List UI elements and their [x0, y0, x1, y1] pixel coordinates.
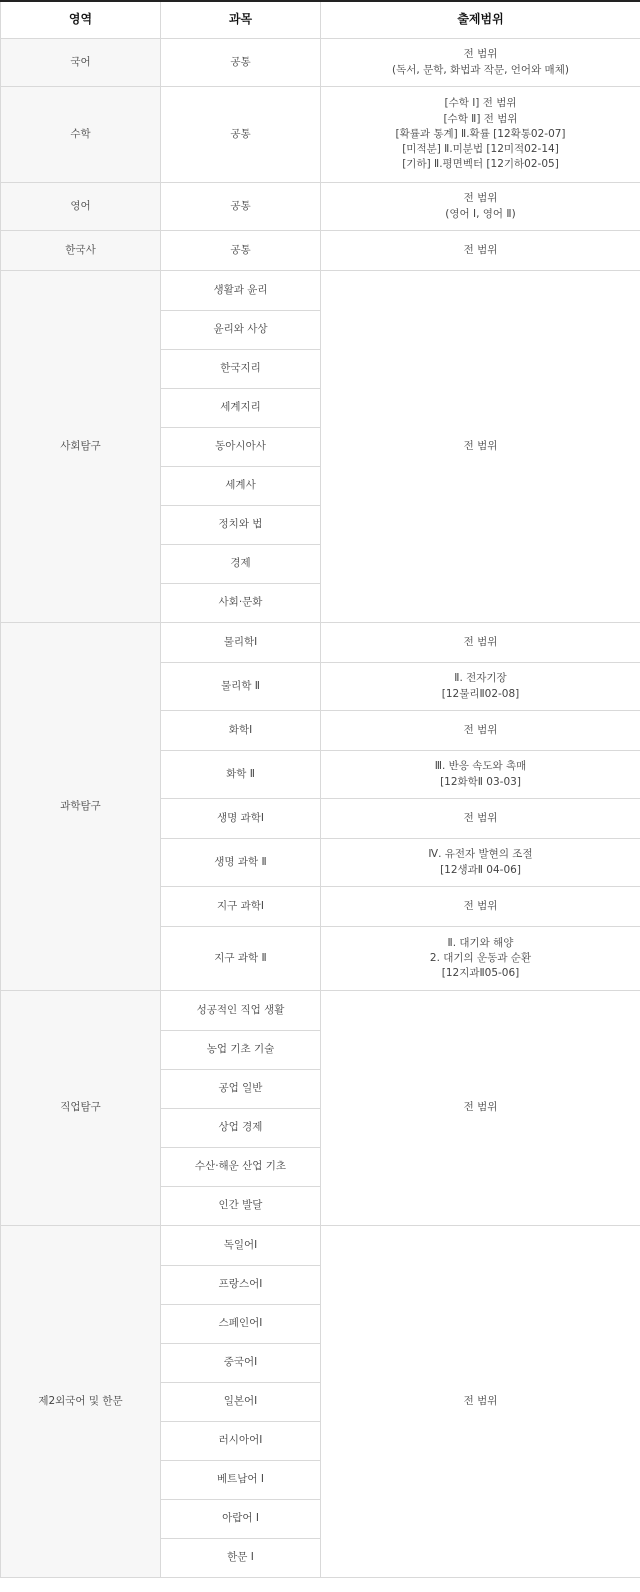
range-cell [321, 751, 640, 799]
range-line: 2. 대기의 운동과 순환 [429, 951, 532, 964]
range-cell [321, 183, 640, 231]
subject-cell: 지구 과학 Ⅱ [161, 927, 321, 991]
subject-cell: 러시아어Ⅰ [161, 1422, 321, 1461]
range-line: (영어 Ⅰ, 영어 Ⅱ) [445, 207, 516, 220]
range-cell [321, 887, 640, 927]
range-cell: 전 범위 [321, 991, 640, 1226]
subject-cell: 생활과 윤리 [161, 271, 321, 311]
table-row [1, 1226, 640, 1266]
subject-cell: 공통 [161, 231, 321, 271]
area-cell: 사회탐구 [1, 271, 161, 623]
subject-cell: 공통 [161, 39, 321, 87]
table-row [1, 183, 640, 231]
area-cell: 직업탐구 [1, 991, 161, 1226]
subject-cell: 한국지리 [161, 350, 321, 389]
subject-cell: 공통 [161, 87, 321, 183]
range-line: 전 범위 [463, 723, 498, 736]
subject-cell: 정치와 법 [161, 506, 321, 545]
table-row [1, 87, 640, 183]
range-line: 전 범위 [463, 635, 498, 648]
area-cell: 제2외국어 및 한문 [1, 1226, 161, 1578]
subject-cell: 물리학 Ⅱ [161, 663, 321, 711]
subject-cell: 생명 과학Ⅰ [161, 799, 321, 839]
subject-cell: 한문 Ⅰ [161, 1539, 321, 1578]
range-line: 전 범위 [463, 48, 498, 61]
subject-cell: 화학 Ⅱ [161, 751, 321, 799]
range-cell: 전 범위 [321, 231, 640, 271]
range-line: Ⅲ. 반응 속도와 촉매 [434, 760, 527, 773]
range-cell [321, 663, 640, 711]
range-line: [확률과 통계] Ⅱ.확률 [12확통02-07] [395, 127, 566, 140]
range-line: [12생과Ⅱ 04-06] [440, 863, 521, 876]
header-subject: 과목 [161, 1, 321, 39]
subject-cell: 물리학Ⅰ [161, 623, 321, 663]
subject-cell: 아랍어 Ⅰ [161, 1500, 321, 1539]
subject-cell: 공업 일반 [161, 1070, 321, 1109]
subject-cell: 상업 경제 [161, 1109, 321, 1148]
subject-cell: 공통 [161, 183, 321, 231]
area-cell: 국어 [1, 39, 161, 87]
range-line: [기하] Ⅱ.평면벡터 [12기하02-05] [402, 158, 559, 171]
subject-cell: 베트남어 Ⅰ [161, 1461, 321, 1500]
range-line: Ⅱ. 전자기장 [454, 672, 507, 685]
range-line: [12화학Ⅱ 03-03] [440, 775, 521, 788]
header-range: 출제범위 [321, 1, 640, 39]
range-line: [미적분] Ⅱ.미분법 [12미적02-14] [402, 143, 559, 156]
range-line: 전 범위 [463, 899, 498, 912]
table-row [1, 623, 640, 663]
range-line: Ⅱ. 대기와 해양 [447, 936, 514, 949]
range-cell [321, 799, 640, 839]
subject-cell: 경제 [161, 545, 321, 584]
subject-cell: 세계지리 [161, 389, 321, 428]
subject-cell: 화학Ⅰ [161, 711, 321, 751]
subject-cell: 일본어Ⅰ [161, 1383, 321, 1422]
subject-cell: 생명 과학 Ⅱ [161, 839, 321, 887]
area-cell: 한국사 [1, 231, 161, 271]
range-line: 전 범위 [463, 192, 498, 205]
range-line: [12지과Ⅱ05-06] [441, 967, 520, 980]
range-line: Ⅳ. 유전자 발현의 조절 [428, 848, 533, 861]
range-cell [321, 623, 640, 663]
subject-cell: 스페인어Ⅰ [161, 1305, 321, 1344]
subject-cell: 인간 발달 [161, 1187, 321, 1226]
subject-cell: 윤리와 사상 [161, 311, 321, 350]
range-line: (독서, 문학, 화법과 작문, 언어와 매체) [392, 63, 569, 76]
range-line: [수학 Ⅱ] 전 범위 [443, 112, 518, 125]
range-cell [321, 839, 640, 887]
area-cell: 과학탐구 [1, 623, 161, 991]
subject-cell: 동아시아사 [161, 428, 321, 467]
subject-cell: 독일어Ⅰ [161, 1226, 321, 1266]
header-area: 영역 [1, 1, 161, 39]
range-cell [321, 711, 640, 751]
range-line: [수학 Ⅰ] 전 범위 [444, 97, 517, 110]
table-row [1, 39, 640, 87]
range-line: [12물리Ⅱ02-08] [441, 687, 520, 700]
subject-cell: 프랑스어Ⅰ [161, 1266, 321, 1305]
subject-cell: 중국어Ⅰ [161, 1344, 321, 1383]
table-row [1, 231, 640, 271]
header-row [1, 1, 640, 39]
table-row [1, 991, 640, 1031]
subject-cell: 성공적인 직업 생활 [161, 991, 321, 1031]
range-cell: 전 범위 [321, 271, 640, 623]
range-line: 전 범위 [463, 811, 498, 824]
area-cell: 수학 [1, 87, 161, 183]
subject-cell: 수산·해운 산업 기초 [161, 1148, 321, 1187]
range-cell [321, 87, 640, 183]
subject-cell: 세계사 [161, 467, 321, 506]
table-row [1, 271, 640, 311]
range-cell [321, 39, 640, 87]
subject-cell: 사회·문화 [161, 584, 321, 623]
range-cell: 전 범위 [321, 1226, 640, 1578]
subject-cell: 지구 과학Ⅰ [161, 887, 321, 927]
subject-cell: 농업 기초 기술 [161, 1031, 321, 1070]
area-cell: 영어 [1, 183, 161, 231]
range-cell [321, 927, 640, 991]
